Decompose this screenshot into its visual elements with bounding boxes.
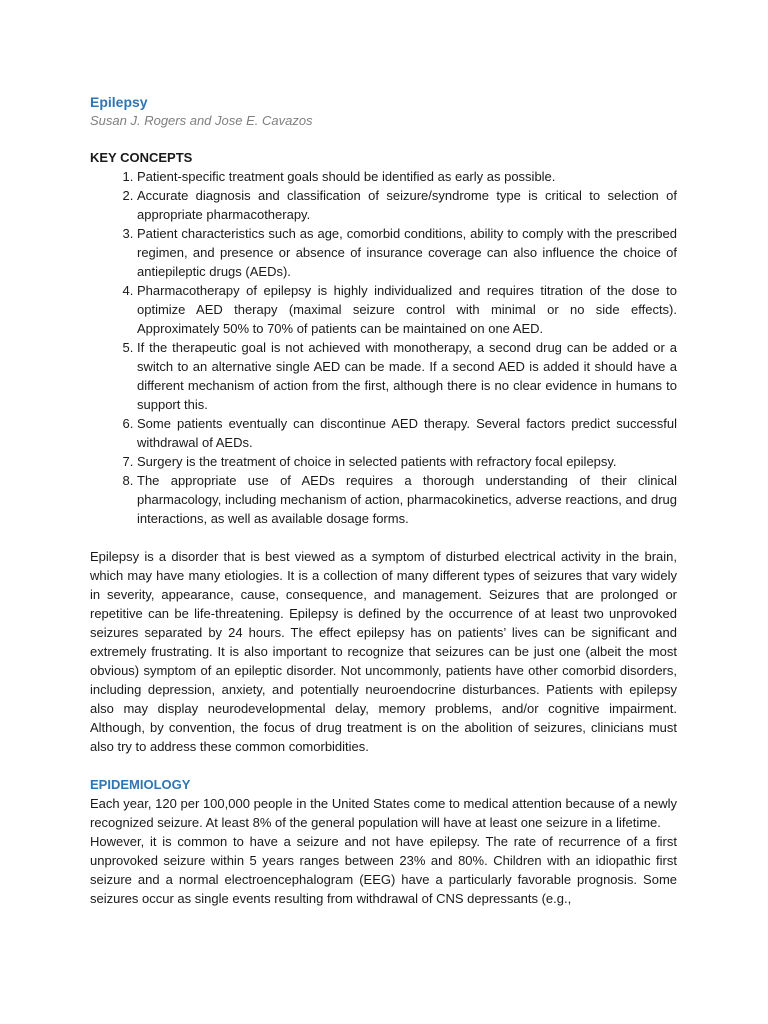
list-item: 6. Some patients eventually can discontinue AED therapy. Several factors predict successful withdrawal of AEDs.	[137, 414, 677, 452]
epidemiology-heading: EPIDEMIOLOGY	[90, 777, 191, 792]
list-item: 4. Pharmacotherapy of epilepsy is highly individualized and requires titration of the dose to optimize AED therapy (maximal seizure control with minimal or no side effects). Approximately 50% to 70% of patients can be maintained on one AED.	[137, 281, 677, 338]
list-item: 1. Patient-specific treatment goals should be identified as early as possible.	[137, 167, 677, 186]
list-item: 7. Surgery is the treatment of choice in selected patients with refractory focal epilepsy.	[137, 452, 677, 471]
key-concepts-heading: KEY CONCEPTS	[90, 150, 193, 165]
document-title: Epilepsy	[90, 94, 148, 110]
epidemiology-paragraph-2: However, it is common to have a seizure and not have epilepsy. The rate of recurrence of a first unprovoked seizure within 5 years ranges between 23% and 80%. Children with an idiopathic first seizure and a normal electroencephalogram (EEG) have a particularly favorable prognosis. Some seizures occur as single events resulting from withdrawal of CNS depressants (e.g.,	[90, 834, 677, 906]
epidemiology-paragraph-1: Each year, 120 per 100,000 people in the United States come to medical attention because of a newly recognized seizure. At least 8% of the general population will have at least one seizure in a lifetime.	[90, 796, 677, 830]
list-item: 5. If the therapeutic goal is not achieved with monotherapy, a second drug can be added or a switch to an alternative single AED can be made. If a second AED is added it should have a different mechanism of action from the first, although there is no clear evidence in humans to support this.	[137, 338, 677, 414]
list-item: 2. Accurate diagnosis and classification of seizure/syndrome type is critical to selection of appropriate pharmacotherapy.	[137, 186, 677, 224]
list-item: 3. Patient characteristics such as age, comorbid conditions, ability to comply with the prescribed regimen, and presence or absence of insurance coverage can also influence the choice of antiepileptic drugs (AEDs).	[137, 224, 677, 281]
intro-paragraph: Epilepsy is a disorder that is best viewed as a symptom of disturbed electrical activity in the brain, which may have many etiologies. It is a collection of many different types of seizures that vary widely in severity, appearance, cause, consequence, and management. Seizures that are prolonged or repetitive can be life-threatening. Epilepsy is defined by the occurrence of at least two unprovoked seizures separated by 24 hours. The effect epilepsy has on patients’ lives can be significant and extremely frustrating. It is also important to recognize that seizures can be just one (albeit the most obvious) symptom of an epileptic disorder. Not uncommonly, patients have other comorbid disorders, including depression, anxiety, and potentially neuroendocrine disturbances. Patients with epilepsy also may display neurodevelopmental delay, memory problems, and/or cognitive impairment. Although, by convention, the focus of drug treatment is on the abolition of seizures, clinicians must also try to address these common comorbidities.	[90, 549, 677, 754]
list-item: 8. The appropriate use of AEDs requires a thorough understanding of their clinical pharmacology, including mechanism of action, pharmacokinetics, adverse reactions, and drug interactions, as well as available dosage forms.	[137, 471, 677, 528]
document-authors: Susan J. Rogers and Jose E. Cavazos	[90, 113, 313, 128]
document-page	[90, 92, 677, 908]
key-concepts-list	[90, 167, 677, 528]
